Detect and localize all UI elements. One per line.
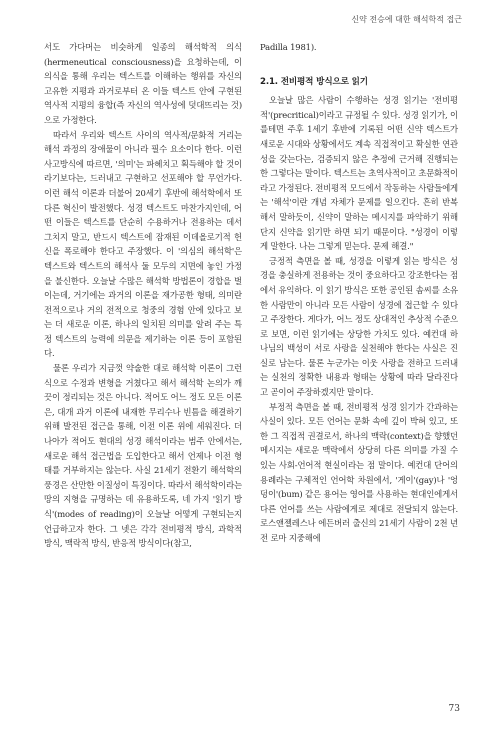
paragraph: Padilla 1981).	[260, 42, 317, 52]
paragraph: 긍정적 측면을 볼 때, 성경을 이렇게 읽는 방식은 성경을 충실하게 전용하는 것이 중요하다고 강조한다는 점에서 유익하다. 이 읽기 방식은 또한 공인된 솜씨를 소유한 사람만이 아니라 모든 사람이 성경에 접근할 수 있다고 주장한다. 게다가, 어느 정도 상대적인 추상적 수준으로 보면, 이런 읽기에는 상당한 가치도 있다. 예컨대 하나님의 백성이 서로 사랑을 실천해야 한다는 사실은 진실로 남는다. 물론 누군가는 이웃 사랑을 전하고 드러내는 실천의 정확한 내용과 형태는 상황에 따라 달라진다고 곧이어 주장하겠지만 말이다.	[260, 255, 458, 398]
paragraph: 따라서 우리와 텍스트 사이의 역사적/문화적 거리는 해석 과정의 장애물이 아니라 필수 요소이다 한다. 이런 사고방식에 따르면, '의미'는 파헤치고 획득해야 할 것이라기보다는, 드러내고 구현하고 선포해야 할 무언가다. 이런 해석 이론과 더불어 20세기 후반에 해석학에서 또 다른 혁신이 발전했다. 성경 텍스트도 마찬가지인데, 어떤 이들은 텍스트를 단순히 수용하거나 전용하는 데서 그치지 말고, 반드시 텍스트에 잠재된 이데올로기적 헌신을 폭로해야 한다고 주장했다. 이 '의심의 해석학'은 텍스트와 텍스트의 해석사 둘 모두의 지면에 놓인 가정을 불신한다. 오늘날 수많은 해석학 방법론이 경합을 벌이는데, 거기에는 과거의 이론을 재가공한 형태, 의미란 전적으로나 거의 전적으로 청중의 경험 안에 있다고 보는 더 새로운 이론, 하나의 일치된 의미를 알려 주는 특정 텍스트의 능력에 의문을 제기하는 이론 등이 포함된다.	[44, 129, 242, 359]
right-column	[260, 40, 458, 546]
left-column	[44, 40, 242, 551]
section-heading: 2.1. 전비평적 방식으로 읽기	[260, 76, 368, 87]
paragraph: 부정적 측면을 볼 때, 전비평적 성경 읽기가 간과하는 사실이 있다. 모든 언어는 문화 속에 깊이 박혀 있고, 또한 그 직접적 권결로서, 하나의 맥락(context)을 향했던 메시지는 새로운 맥락에서 상당히 다른 의미를 가질 수 있는 사회-언어적 현실이라는 점 말이다. 예컨대 단어의 용례라는 구체적인 언어학 차원에서, '게이'(gay)나 '엉덩이'(bum) 같은 용어는 영어를 사용하는 현대인에게서 다른 언어를 쓰는 사람에게로 제대로 전달되지 않는다. 로스앤젤레스나 에든버러 출신의 21세기 사람이 2천 년 전 로마 지중해에	[260, 401, 458, 543]
paragraph: 물론 우리가 지금껏 약술한 대로 해석학 이론이 그런 식으로 수정과 변형을 거쳤다고 해서 해석학 논의가 깨끗이 정리되는 것은 아니다. 적어도 어느 정도 모든 이론은, 대개 과거 이론에 내재한 무리수나 빈틈을 해결하기 위해 발전된 접근을 통해, 이전 이론 위에 세워진다. 더 나아가 적어도 현대의 성경 해석이라는 범주 안에서는, 새로운 해석 접근법을 도입한다고 해서 언제나 이전 형태를 거부하지는 않는다. 사실 21세기 전환기 해석학의 풍경은 산만한 이질성이 특징이다. 따라서 해석학이라는 땅의 지형을 규명하는 데 유용하도록, 네 가지 '읽기 방식'(modes of reading)이 오늘날 어떻게 구현되는지 언급하고자 한다. 그 넷은 각각 전비평적 방식, 과학적 방식, 맥락적 방식, 반응적 방식이다(참고,	[44, 363, 242, 549]
page-number: 73	[448, 704, 460, 714]
paragraph: 서도 가다머는 비슷하게 일종의 해석학적 의식(hermeneutical consciousness)을 요청하는데, 이 의식을 통해 우리는 텍스트를 이해하는 행위를 자신의 고유한 지평과 과거로부터 온 이들 텍스트 안에 구현된 역사적 지평의 융합(즉 자신의 역사성에 덧대뜨리는 것)으로 가정한다.	[44, 42, 242, 125]
paragraph: 오늘날 많은 사람이 수행하는 성경 읽기는 '전비평적'(precritical)이라고 규정될 수 있다. 성경 읽기가, 이를테면 주후 1세기 후반에 기록된 어떤 신약 텍스트가 새로운 시대와 상황에서도 계속 직접적이고 확실한 연관성을 갖는다는, 검증되지 않은 추정에 근거해 진행되는 한 그렇다는 말이다. 텍스트는 초역사적이고 초문화적이라고 가정된다. 전비평적 모드에서 작동하는 사람들에게는 '해석'이란 개념 자체가 문제를 일으킨다. 흔히 반복해서 말하듯이, 신약이 말하는 메시지를 파악하기 위해 단지 신약을 읽기만 하면 되기 때문이다. "성경이 이렇게 말한다. 나는 그렇게 믿는다. 문제 해결."	[260, 95, 458, 252]
running-head: 신약 전승에 대한 해석학적 접근	[351, 15, 462, 24]
